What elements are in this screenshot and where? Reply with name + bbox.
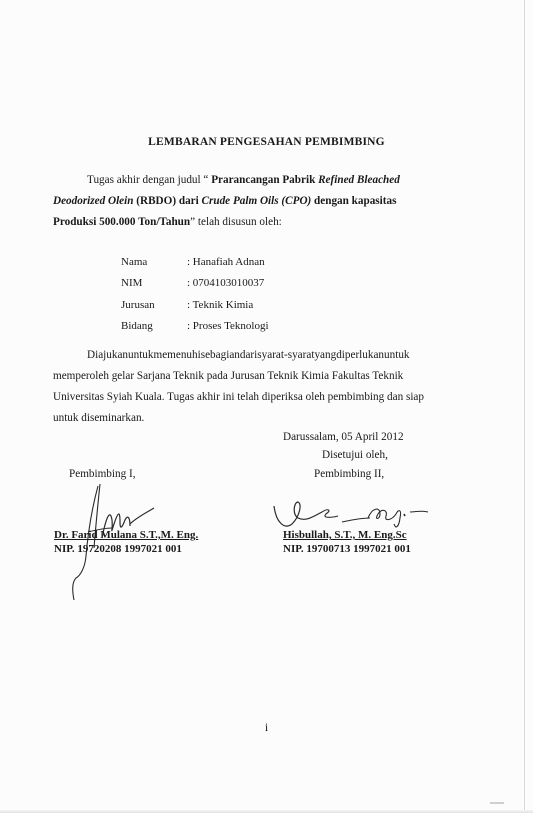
approved-by-label: Disetujui oleh, [322,449,388,461]
page-edge-right [524,0,525,813]
intro-line-3: Produksi 500.000 Ton/Tahun” telah disusun oleh: [53,216,282,228]
advisor-2-nip: NIP. 19700713 1997021 001 [283,543,411,555]
advisor-2-label: Pembimbing II, [314,468,385,480]
info-row-nama [121,251,269,273]
info-value: : 0704103010037 [187,277,265,290]
page-number: i [264,720,269,734]
info-label: Jurusan [121,298,155,311]
info-label: NIM [121,277,143,290]
student-info-table [121,251,269,337]
intro-paragraph [53,170,446,233]
info-row-jurusan [121,294,269,316]
advisor-1-nip: NIP. 19720208 1997021 001 [54,543,182,555]
info-label: Bidang [121,320,153,333]
info-row-bidang [121,316,269,338]
body-line-2: memperoleh gelar Sarjana Teknik pada Jurusan Teknik Kimia Fakultas Teknik [53,370,404,382]
info-row-nim [121,273,269,295]
place-date: Darussalam, 05 April 2012 [283,431,404,443]
body-paragraph [53,345,446,429]
info-value: : Proses Teknologi [187,320,269,333]
advisor-2-name: Hisbullah, S.T., M. Eng.Sc [283,529,407,541]
info-label: Nama [121,255,148,268]
advisor-1-name: Dr. Farid Mulana S.T.,M. Eng. [54,529,199,541]
intro-line-1: Tugas akhir dengan judul “ Prarancangan Pabrik Refined Bleached [87,174,400,186]
body-line-1: Diajukanuntukmemenuhisebagiandarisyarat-syaratyangdiperlukanuntuk [87,349,410,361]
body-line-3: Universitas Syiah Kuala. Tugas akhir ini telah diperiksa oleh pembimbing dan siap [53,391,424,403]
body-line-4: untuk diseminarkan. [53,412,145,424]
info-value: : Hanafiah Adnan [187,255,265,268]
advisor-1-label: Pembimbing I, [69,468,136,480]
intro-line-2: Deodorized Olein (RBDO) dari Crude Palm Oils (CPO) dengan kapasitas [53,195,397,207]
info-value: : Teknik Kimia [187,298,254,311]
scan-mark [490,802,504,804]
document-title: LEMBARAN PENGESAHAN PEMBIMBING [148,136,385,148]
